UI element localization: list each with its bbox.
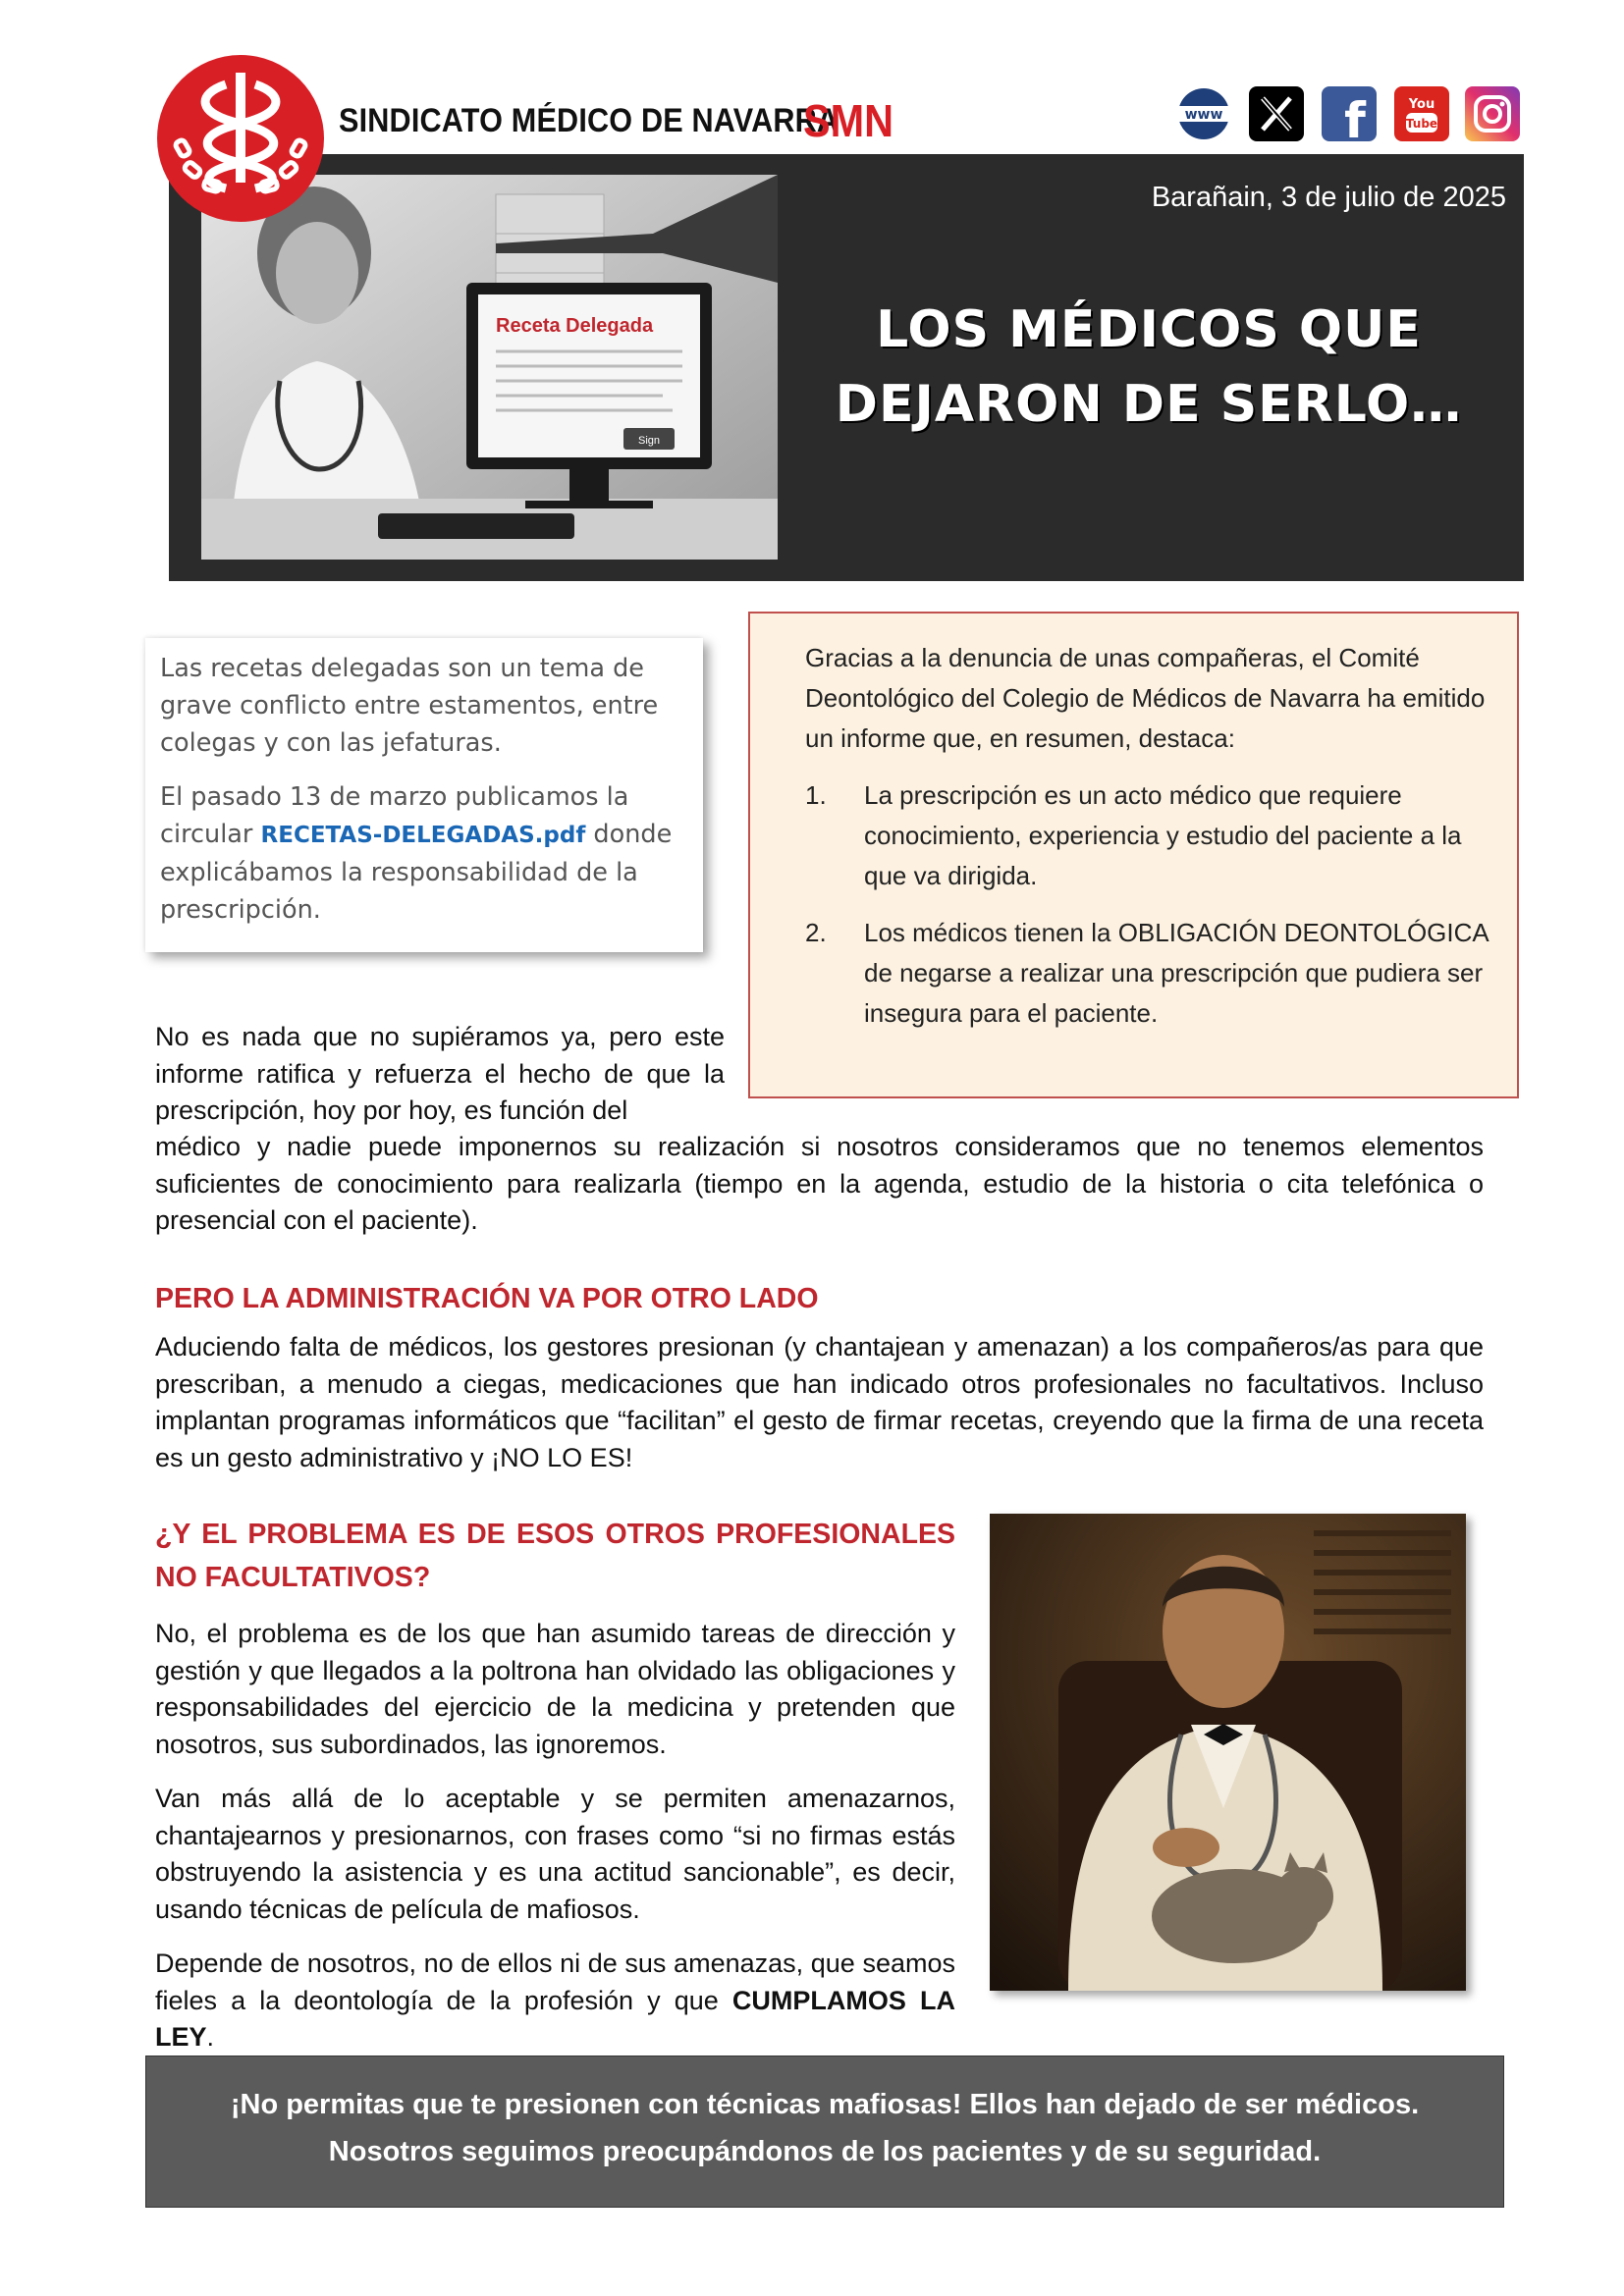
instagram-icon[interactable] xyxy=(1465,86,1520,141)
list-item: 1. La prescripción es un acto médico que requiere conocimiento, experiencia y estudio del paciente a la que va dirigida. xyxy=(805,780,1462,890)
youtube-icon[interactable] xyxy=(1394,86,1449,141)
intro-callout xyxy=(145,638,703,952)
web-icon-label: www xyxy=(1184,107,1223,123)
intro-paragraph-1: Las recetas delegadas son un tema de grave conflicto entre estamentos, entre colegas y con las jefaturas. xyxy=(160,654,659,758)
footer-line-1: ¡No permitas que te presionen con técnicas mafiosas! Ellos han dejado de ser médicos. xyxy=(230,2089,1420,2120)
body-paragraph-3: No, el problema es de los que han asumido tareas de dirección y gestión y que llegados a la poltrona han olvidado las obligaciones y responsabilidades del ejercicio de la medicina y pretenden que nosotros, sus subordinados, las ignoremos. xyxy=(155,1619,955,1759)
screen-title: Receta Delegada xyxy=(496,315,654,337)
page-title xyxy=(805,293,1492,442)
committee-points-list xyxy=(805,775,1492,1034)
section-heading-problem: ¿Y EL PROBLEMA ES DE ESOS OTROS PROFESIONALES NO FACULTATIVOS? xyxy=(155,1519,955,1593)
screen-sign-button: Sign xyxy=(637,435,661,447)
committee-intro: Gracias a la denuncia de unas compañeras, el Comité Deontológico del Colegio de Médicos de Navarra ha emitido un informe que, en resumen, destaca: xyxy=(805,643,1486,753)
body-paragraph-1b: médico y nadie puede imponernos su realización si nosotros consideramos que no tenemos elementos suficientes de conocimiento para realizarla (tiempo en la agenda, estudio de la historia o cita telefónica o presencial con el paciente). xyxy=(155,1132,1484,1235)
footer-banner xyxy=(145,2056,1504,2208)
recetas-delegadas-link[interactable]: RECETAS-DELEGADAS.pdf xyxy=(260,823,586,848)
committee-report-box xyxy=(748,612,1519,1098)
caduceus-chain-icon xyxy=(157,55,324,222)
body-paragraph-1a: No es nada que no supiéramos ya, pero este informe ratifica y refuerza el hecho de que la prescripción, hoy por hoy, es función del xyxy=(155,1022,725,1125)
smn-logo xyxy=(157,55,324,222)
svg-text:Tube: Tube xyxy=(1405,117,1438,131)
list-item: 2. Los médicos tienen la OBLIGACIÓN DEONTOLÓGICA de negarse a realizar una prescripción que pudiera ser insegura para el paciente. xyxy=(805,918,1489,1028)
web-icon[interactable] xyxy=(1176,86,1231,141)
body-paragraph-4: Van más allá de lo aceptable y se permiten amenazarnos, chantajearnos y presionarnos, con frases como “si no firmas estás obstruyendo la asistencia y es una actitud sancionable”, es decir, usando técnicas de película de mafiosos. xyxy=(155,1784,955,1924)
section-heading-administration: PERO LA ADMINISTRACIÓN VA POR OTRO LADO xyxy=(155,1283,819,1314)
document-date: Barañain, 3 de julio de 2025 xyxy=(1151,182,1506,213)
org-acronym: SMN xyxy=(803,95,894,146)
godfather-doctor-illustration xyxy=(990,1514,1466,1991)
title-line-1: LOS MÉDICOS QUE xyxy=(876,300,1422,359)
svg-text:You: You xyxy=(1408,97,1435,112)
footer-line-2: Nosotros seguimos preocupándonos de los pacientes y de su seguridad. xyxy=(328,2136,1322,2167)
section-problem-body xyxy=(155,1616,955,2074)
body-paragraph-5: Depende de nosotros, no de ellos ni de sus amenazas, que seamos fieles a la deontología de la profesión y que CUMPLAMOS LA LEY. xyxy=(155,1949,956,2052)
intro-paragraph-2: El pasado 13 de marzo publicamos la circular RECETAS-DELEGADAS.pdf donde explicábamos la responsabilidad de la prescripción. xyxy=(160,782,673,925)
doctor-signing-photo xyxy=(201,175,778,560)
facebook-icon[interactable] xyxy=(1322,86,1377,141)
title-line-2: DEJARON DE SERLO… xyxy=(835,375,1463,434)
x-icon[interactable] xyxy=(1249,86,1304,141)
facebook-icon-label: f xyxy=(1344,92,1366,141)
body-paragraph-2: Aduciendo falta de médicos, los gestores presionan (y chantajean y amenazan) a los compañeros/as para que prescriban, a menudo a ciegas, medicaciones que han indicado otros profesionales no facultativos. Incluso implantan programas informáticos que “facilitan” el gesto de firmar recetas, creyendo que la firma de una receta es un gesto administrativo y ¡NO LO ES! xyxy=(155,1332,1484,1472)
org-name: SINDICATO MÉDICO DE NAVARRA xyxy=(339,102,839,139)
